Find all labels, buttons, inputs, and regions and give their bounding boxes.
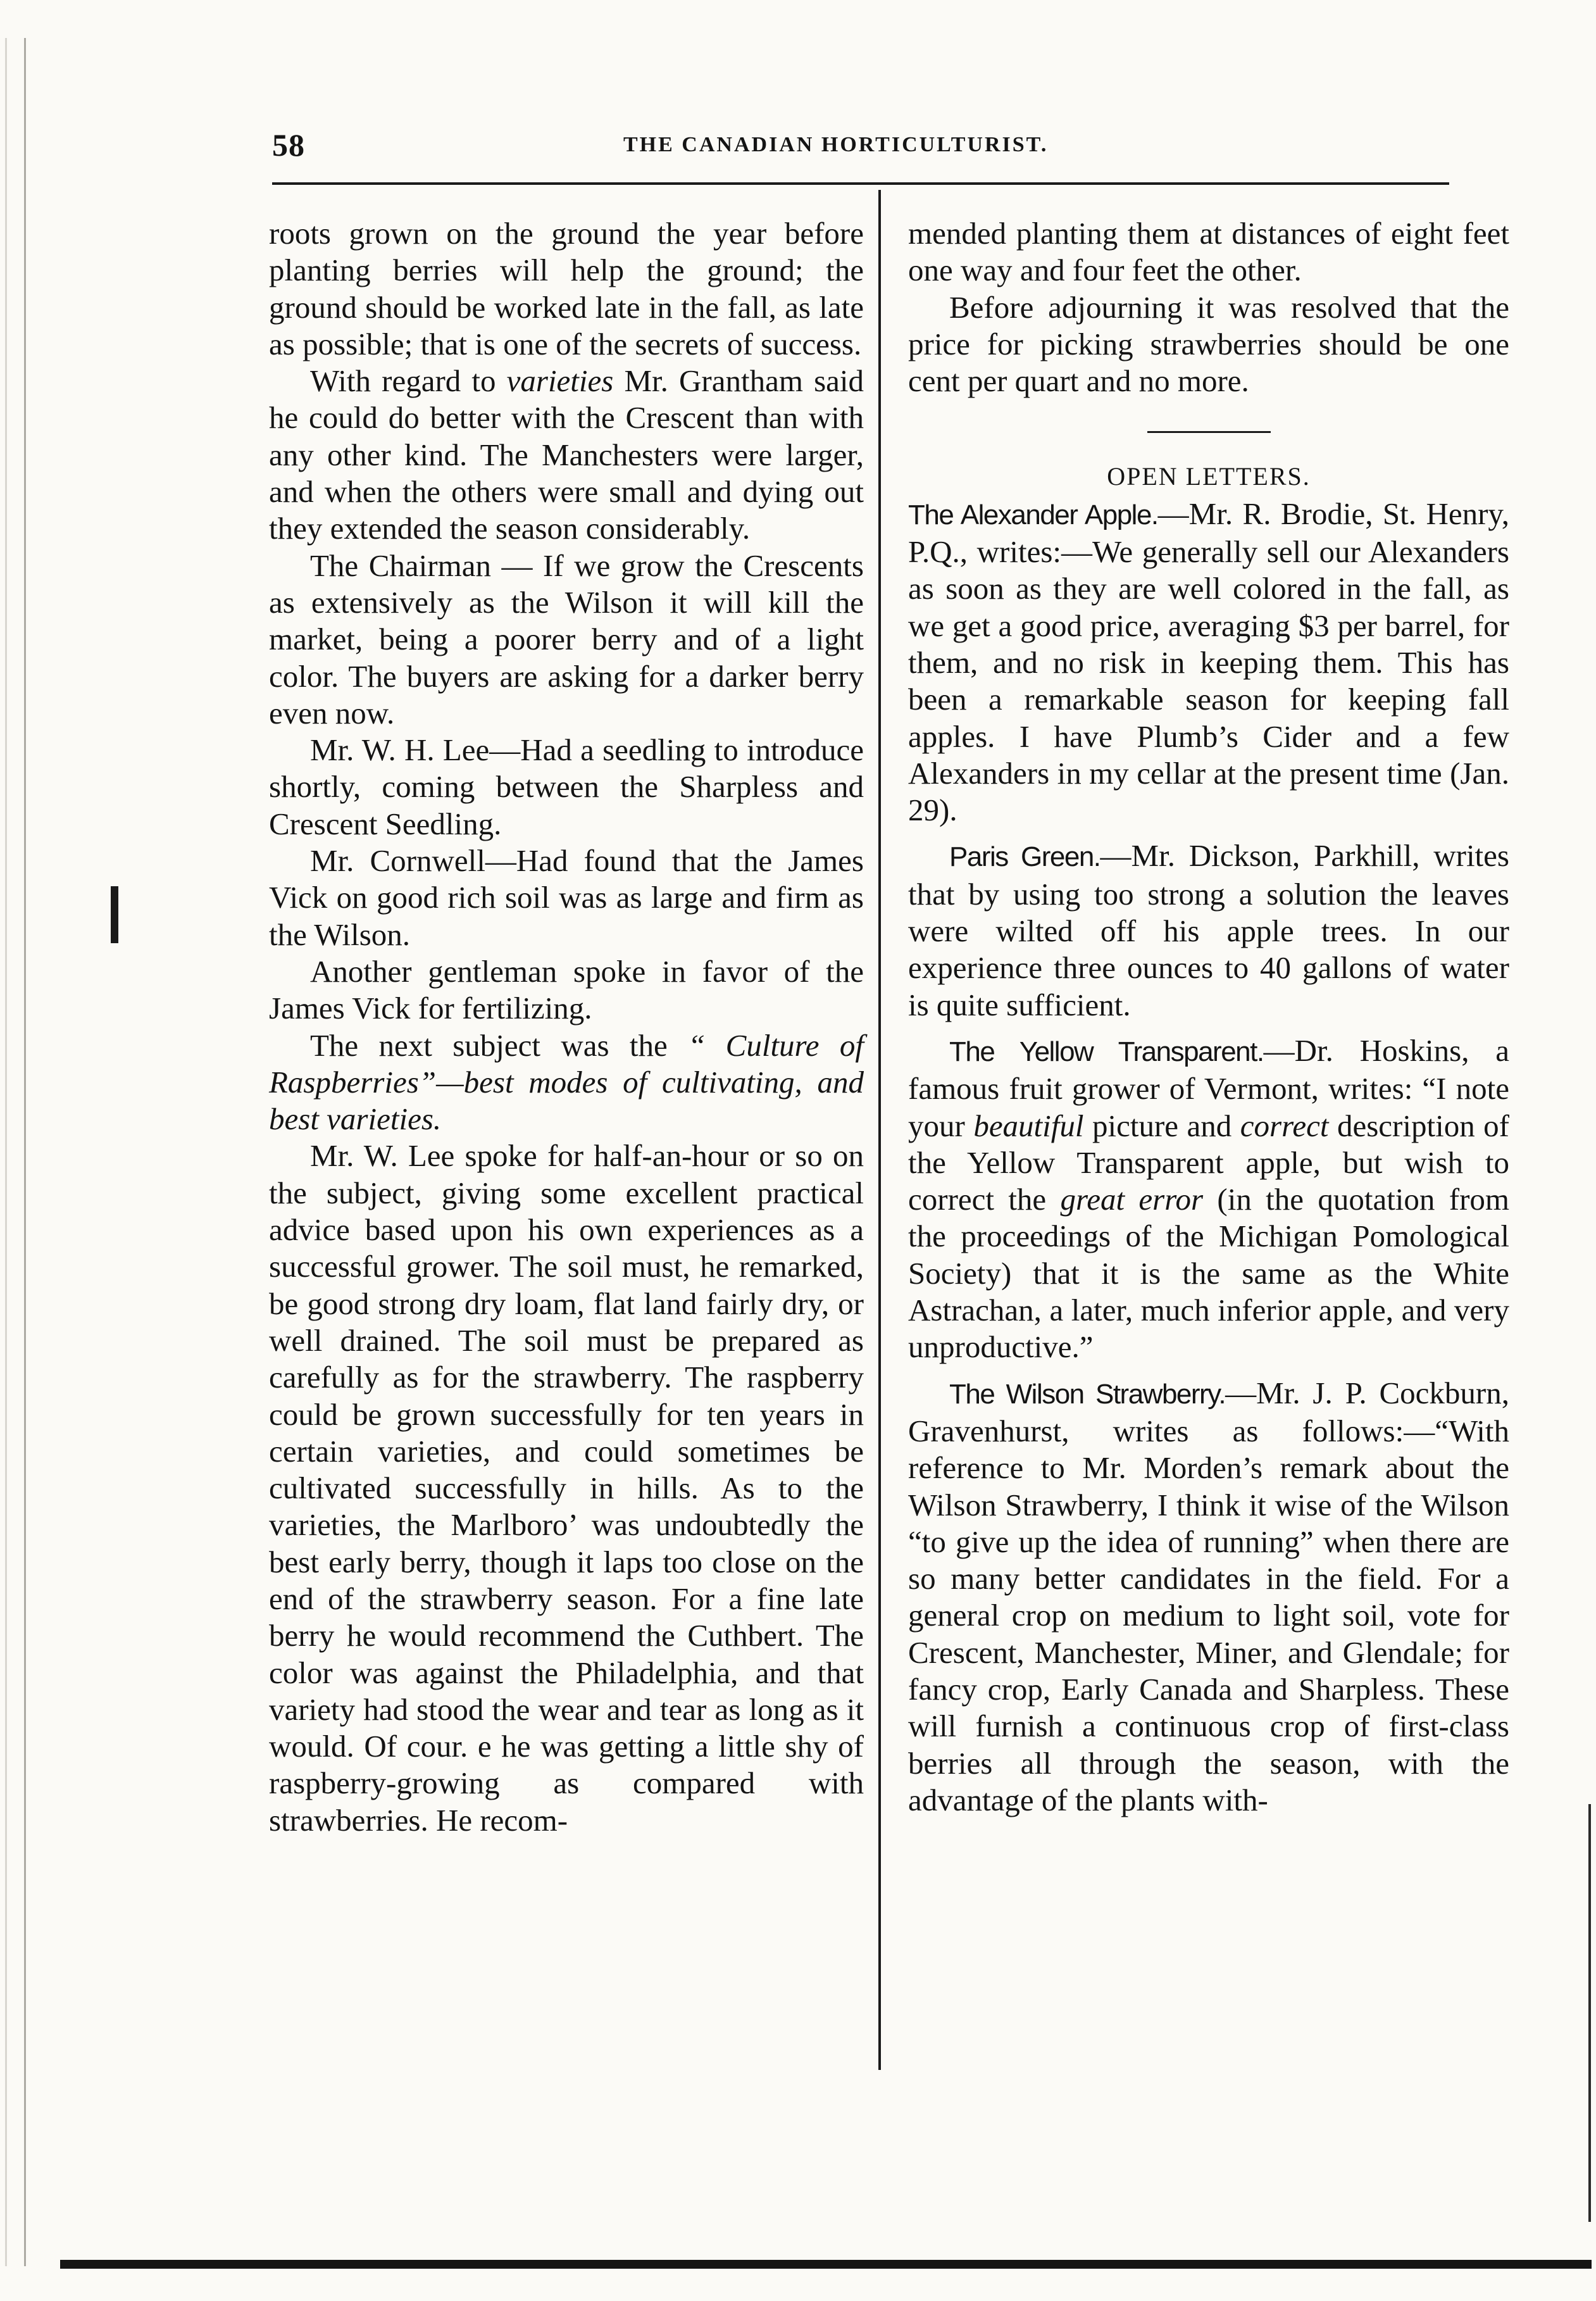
letter-paris-green: Paris Green.—Mr. Dickson, Parkhill, writes that by using too strong a solution the leaves were wilted off his apple trees. In our experience three ounces to 40 gallons of water is quite sufficient. bbox=[908, 838, 1509, 1022]
letter-lead: Paris Green. bbox=[949, 841, 1100, 873]
section-rule bbox=[1147, 431, 1271, 433]
paragraph: Another gentleman spoke in favor of the James Vick for fertilizing. bbox=[269, 953, 864, 1026]
paragraph: Mr. W. H. Lee—Had a seedling to introduce shortly, coming between the Sharpless and Crescent Seedling. bbox=[269, 732, 864, 841]
section-heading: OPEN LETTERS. bbox=[1107, 462, 1311, 491]
bottom-rule bbox=[60, 2260, 1592, 2269]
page-number: 58 bbox=[272, 127, 305, 163]
paragraph: Mr. Cornwell—Had found that the James Vick on good rich soil was as large and firm as the Wilson. bbox=[269, 843, 864, 952]
scan-stray-mark bbox=[111, 886, 118, 943]
letter-lead: The Alexander Apple. bbox=[908, 499, 1158, 530]
letter-wilson-strawberry: The Wilson Strawberry.—Mr. J. P. Cockburn, Gravenhurst, writes as follows:—“With reference to Mr. Morden’s remark about the Wilson Strawberry, I think it wise of the Wilson “to give up the idea of running” when there are so many better candidates in the field. For a general crop on medium to light soil, vote for Crescent, Manchester, Miner, and Glendale; for fancy crop, Early Canada and Sharpless. These will furnish a continuous crop of first-class berries all through the season, with the advantage of the plants with- bbox=[908, 1375, 1509, 1817]
letter-alexander-apple: The Alexander Apple.—Mr. R. Brodie, St. Henry, P.Q., writes:—We generally sell our Alexanders as soon as they are well colored in the fall, as we get a good price, averaging $3 per barrel, for them, and no risk in keeping them. This has been a remarkable season for keeping fall apples. I have Plumb’s Cider and a few Alexanders in my cellar at the present time (Jan. 29). bbox=[908, 496, 1509, 828]
scan-edge-right bbox=[1588, 1804, 1591, 2222]
page-header bbox=[272, 127, 1449, 177]
paragraph: The Chairman — If we grow the Crescents as extensively as the Wilson it will kill the market, being a poorer berry and of a light color. The buyers are asking for a darker berry even now. bbox=[269, 548, 864, 730]
header-rule bbox=[272, 182, 1449, 185]
paragraph: The next subject was the “ Culture of Raspberries”—best modes of cultivating, and best varieties. bbox=[269, 1027, 864, 1137]
right-column bbox=[908, 215, 1509, 1819]
paragraph: Mr. W. Lee spoke for half-an-hour or so on the subject, giving some excellent practical advice based upon his own experiences as a successful grower. The soil must, he remarked, be good strong dry loam, flat land fairly dry, or well drained. The soil must be prepared as carefully as for the strawberry. The raspberry could be grown successfully for ten years in certain varieties, and could sometimes be cultivated successfully in hills. As to the varieties, the Marlboro’ was undoubtedly the best early berry, though it laps too close on the end of the strawberry season. For a fine late berry he would recommend the Cuthbert. The color was against the Philadelphia, and that variety had stood the wear and tear as long as it would. Of cour. e he was getting a little shy of raspberry-growing as compared with strawberries. He recom- bbox=[269, 1138, 864, 1838]
letter-lead: The Yellow Transparent. bbox=[949, 1036, 1264, 1067]
paragraph: With regard to varieties Mr. Grantham said he could do better with the Crescent than with any other kind. The Manchesters were larger, and when the others were small and dying out they extended the season considerably. bbox=[269, 363, 864, 546]
scan-edge-left bbox=[5, 38, 43, 2266]
paragraph: mended planting them at distances of eight feet one way and four feet the other. bbox=[908, 216, 1509, 288]
paragraph: Before adjourning it was resolved that the price for picking strawberries should be one cent per quart and no more. bbox=[908, 289, 1509, 399]
letter-yellow-transparent: The Yellow Transparent.—Dr. Hoskins, a famous fruit grower of Vermont, writes: “I note your beautiful picture and correct description of the Yellow Transparent apple, but wish to correct the great error (in the quotation from the proceedings of the Michigan Pomological Society) that it is the same as the White Astrachan, a later, much inferior apple, and very unproductive.” bbox=[908, 1032, 1510, 1365]
column-divider bbox=[878, 190, 881, 2070]
running-title: THE CANADIAN HORTICULTURIST. bbox=[623, 133, 1049, 156]
left-column bbox=[269, 215, 864, 1839]
letter-lead: The Wilson Strawberry. bbox=[949, 1378, 1226, 1410]
paragraph: roots grown on the ground the year before planting berries will help the ground; the ground should be worked late in the fall, as late as possible; that is one of the secrets of success. bbox=[269, 216, 864, 361]
